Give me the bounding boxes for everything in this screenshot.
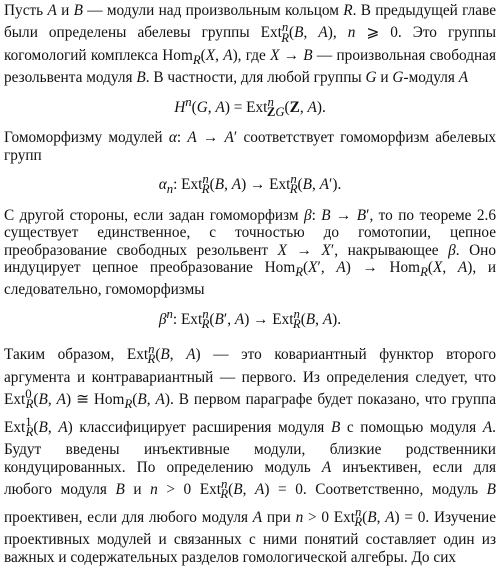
- formula-alpha: $\alpha_n$: Ext$^n_R$(B, A) → Ext$^n_R$(B, A′).: [158, 172, 342, 197]
- paragraph-2: Гомоморфизму модулей α: A → A′ соответствует гомоморфизм абелевых групп: [4, 129, 497, 164]
- formula-beta: $\beta^n$: Ext$^n_R$(B′, A) → Ext$^n_R$(B, A).: [158, 306, 342, 331]
- paragraph-4: Таким образом, Ext$^n_R$(B, A) — это ковариантный функтор второго аргумента и контравариантный — первого. Из определения следует, что Ext$^0_R$(B, A) ≅ Hom$_R$(B, A). В первом параграфе будет показано, что группа Ext$^1_R$(B, A) классифицирует расширения модуля B с помощью модуля A. Будут введены инъективные модули, близкие родственники кондуцированных. По определению модуль A инъективен, если для любого модуля B и n > 0 Ext$^n_R$(B, A) = 0. Соответственно, модуль B проективен, если для любого модуля A при n > 0 Ext$^n_R$(B, A) = 0. Изучение проективных модулей и связанных с ними понятий составляет один из важных и содержательных разделов гомологической алгебры. До сих: [4, 342, 497, 566]
- paragraph-3: С другой стороны, если задан гомоморфизм β: B → B′, то по теореме 2.6 существует единственное, с точностью до гомотопии, цепное преобразование свободных резольвент X → X′, накрывающее β. Оно индуцирует цепное преобразование Hom$_R$(X′, A) → Hom$_R$(X, A), и следовательно, гомоморфизмы: [4, 206, 497, 299]
- paragraph-1: Пусть A и B — модули над произвольным кольцом R. В предыдущей главе были определены абелевы группы Ext$^n_R$(B, A), n ⩾ 0. Это группы когомологий комплекса Hom$_R$(X, A), где X → B — произвольная свободная резольвента модуля B. В частности, для любой группы G и G-модуля A: [4, 2, 496, 87]
- formula-cohomology: $H^n(G$, A) = Ext$^n_{ZG}$(Z, A).: [174, 94, 326, 119]
- document-page: [4, 2, 496, 566]
